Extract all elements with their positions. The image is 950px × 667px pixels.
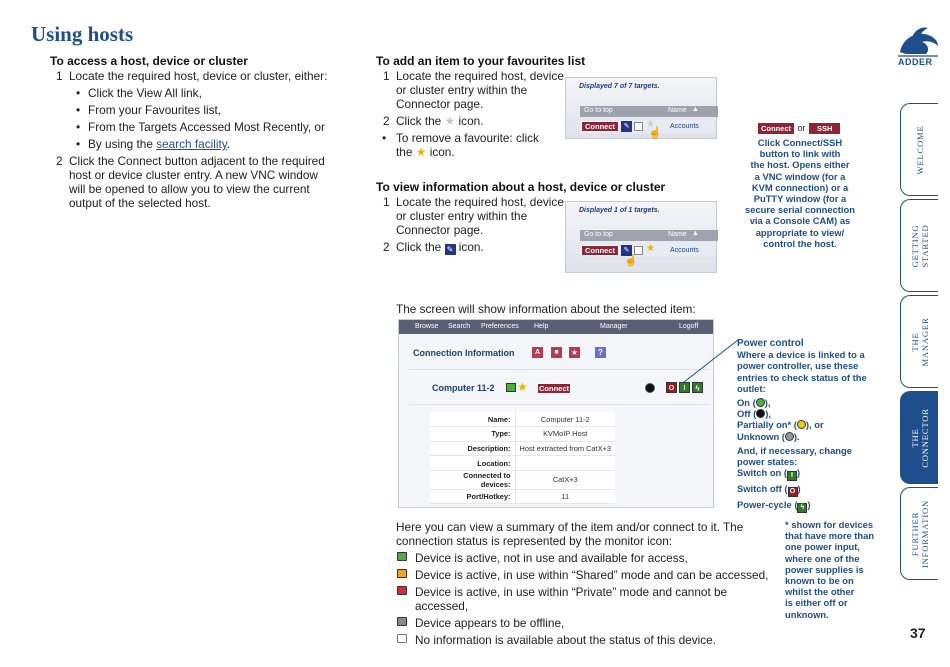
admin-icon[interactable]: A: [532, 347, 543, 358]
connection-info-screenshot: [398, 319, 714, 508]
table-row: Name: Computer 11-2: [430, 412, 615, 427]
connect-note: Click Connect/SSH button to link with the host. Opens either a VNC window (for a KVM connection) or a PuTTY window (for a secure serial connection via a Console CAM) as appropriate to view/ control the host.: [745, 137, 855, 249]
access-heading: To access a host, device or cluster: [50, 54, 248, 68]
list-item: • From the Targets Accessed Most Recently, or: [76, 120, 325, 134]
view-info-step-1: 1 Locate the required host, device or cluster entry within the Connector page.: [383, 195, 564, 237]
status-item: Device is active, in use within “Shared” mode and can be accessed,: [396, 568, 776, 582]
accounts-cell: Accounts: [670, 247, 699, 254]
power-control-note: Power control Where a device is linked to a power controller, use these entries to check status of the outlet: On ( ), Off ( ), Partially on* ( ), or Unknown ( ). And, if necessary, change power states: Switch on ( I ) Switch off ( O ) Power-cycle ( ϟ ): [737, 338, 867, 512]
connect-button[interactable]: Connect: [539, 384, 569, 393]
summary-line: Here you can view a summary of the item and/or connect to it. The: [396, 520, 744, 534]
favourites-section: [376, 54, 586, 159]
connect-button[interactable]: Connect: [757, 122, 795, 135]
favourite-star-icon[interactable]: ★: [570, 348, 579, 357]
grey-star-icon: ★: [444, 114, 456, 128]
access-step-1: 1 Locate the required host, device or cluster, either:: [56, 69, 328, 83]
favourites-screenshot: [565, 77, 717, 139]
help-icon[interactable]: ?: [595, 347, 606, 358]
connect-button[interactable]: Connect: [581, 245, 619, 256]
menu-logoff[interactable]: Logoff: [679, 323, 699, 330]
divider: [409, 404, 709, 405]
search-facility-link[interactable]: search facility: [156, 137, 227, 151]
tab-the-manager[interactable]: THE MANAGER: [900, 295, 938, 388]
connect-ssh-buttons: [757, 122, 847, 135]
monitor-orange-icon: [397, 569, 407, 578]
favourites-heading: To add an item to your favourites list: [376, 54, 586, 68]
favourites-step-2: 2 Click the ★ icon.: [383, 114, 484, 128]
switch-off-icon: O: [788, 487, 798, 497]
power-unknown-icon: [785, 432, 794, 441]
status-item: Device is active, not in use and available for access,: [396, 551, 776, 565]
table-row: Location:: [430, 456, 615, 471]
monitor-icon: [634, 122, 643, 131]
power-off-icon: [756, 409, 765, 418]
monitor-green-icon: [397, 552, 407, 561]
menu-preferences[interactable]: Preferences: [481, 323, 519, 330]
tab-further-information[interactable]: FURTHER INFORMATION: [900, 487, 938, 580]
screen-icon[interactable]: ■: [551, 347, 562, 358]
sort-up-icon[interactable]: ▲: [692, 230, 699, 237]
list-item: • Click the View All link,: [76, 86, 202, 100]
monitor-status-icon: [506, 383, 516, 392]
info-table: [430, 412, 615, 504]
goto-bar: Go to top Name ▲: [580, 230, 718, 241]
tab-getting-started[interactable]: GETTING STARTED: [900, 199, 938, 292]
tab-welcome[interactable]: WELCOME: [900, 103, 938, 196]
name-column-header[interactable]: Name: [668, 231, 687, 238]
table-row: Connected to devices: CatX+3: [430, 470, 615, 489]
summary-section: [396, 520, 776, 647]
monitor-red-icon: [397, 586, 407, 595]
divider: [409, 369, 709, 370]
connection-info-title: Connection Information: [413, 348, 515, 358]
power-cycle-icon[interactable]: ϟ: [692, 382, 703, 393]
gold-star-icon[interactable]: ★: [517, 380, 528, 394]
goto-bar: Go to top Name ▲: [580, 106, 718, 117]
page-number: 37: [910, 625, 926, 641]
switch-on-icon: I: [787, 471, 797, 481]
monitor-white-icon: [397, 634, 407, 643]
displayed-count: Displayed 1 of 1 targets.: [579, 207, 660, 214]
table-row: Description: Host extracted from CatX+3: [430, 441, 615, 456]
logo-text: ADDER: [898, 57, 933, 67]
ssh-button[interactable]: SSH: [808, 122, 841, 135]
favourites-remove: • To remove a favourite: click the ★ icon.: [382, 131, 539, 159]
menu-manager[interactable]: Manager: [600, 323, 628, 330]
list-item: • By using the search facility.: [76, 137, 231, 151]
menu-browse[interactable]: Browse: [415, 323, 439, 330]
hand-cursor-icon: ☝: [624, 255, 638, 267]
connect-button[interactable]: Connect: [581, 121, 619, 132]
leader-line: [680, 338, 740, 386]
table-row: Type: KVMoIP Host: [430, 427, 615, 442]
list-item: • From your Favourites list,: [76, 103, 222, 117]
displayed-count: Displayed 7 of 7 targets.: [579, 83, 660, 90]
access-bullets: [50, 86, 370, 151]
wrench-icon[interactable]: ✎: [621, 245, 632, 256]
power-cycle-icon: ϟ: [797, 503, 807, 513]
access-section: [50, 54, 370, 210]
gold-star-icon[interactable]: ★: [646, 243, 655, 254]
table-row: Port/Hotkey: 11: [430, 489, 615, 504]
summary-line: connection status is represented by the monitor icon:: [396, 534, 673, 548]
power-on-icon: [756, 398, 765, 407]
tab-the-connector[interactable]: THE CONNECTOR: [900, 391, 938, 484]
hand-cursor-icon: ☝: [648, 127, 662, 139]
power-off-status-icon: [645, 383, 655, 393]
menu-bar: [399, 320, 713, 334]
host-name: Computer 11-2: [432, 383, 495, 393]
switch-on-icon[interactable]: I: [679, 382, 690, 393]
page-title: Using hosts: [31, 22, 134, 46]
access-step-2: 2 Click the Connect button adjacent to the required host or device cluster entry. A new VNC window will be opened to allow you to view the current output of the selected host.: [56, 154, 325, 210]
power-partial-icon: [797, 420, 806, 429]
status-item: Device is active, in use within “Private” mode and cannot be accessed,: [396, 585, 776, 613]
grey-star-icon[interactable]: ★: [646, 119, 655, 130]
or-text: or: [797, 123, 806, 133]
name-column-header[interactable]: Name: [668, 107, 687, 114]
view-info-screenshot: [565, 201, 717, 273]
monitor-grey-icon: [397, 617, 407, 626]
switch-off-icon[interactable]: O: [666, 382, 677, 393]
footnote: * shown for devices that have more than one power input, where one of the power supplies is known to be on whilst the other is either off or unknown.: [785, 519, 875, 620]
accounts-cell: Accounts: [670, 123, 699, 130]
wrench-icon[interactable]: ✎: [621, 121, 632, 132]
view-info-heading: To view information about a host, device or cluster: [376, 180, 666, 194]
status-item: Device appears to be offline,: [396, 616, 776, 630]
wrench-icon: ✎: [445, 244, 456, 255]
favourites-step-1: 1 Locate the required host, device or cluster entry within the Connector page.: [383, 69, 564, 111]
sort-up-icon[interactable]: ▲: [692, 106, 699, 113]
menu-help[interactable]: Help: [534, 323, 549, 330]
gold-star-icon: ★: [415, 145, 427, 159]
menu-search[interactable]: Search: [448, 323, 471, 330]
view-info-step-2: 2 Click the ✎ icon.: [383, 240, 484, 254]
status-item: No information is available about the status of this device.: [396, 633, 776, 647]
screen-intro: The screen will show information about the selected item:: [396, 302, 696, 316]
